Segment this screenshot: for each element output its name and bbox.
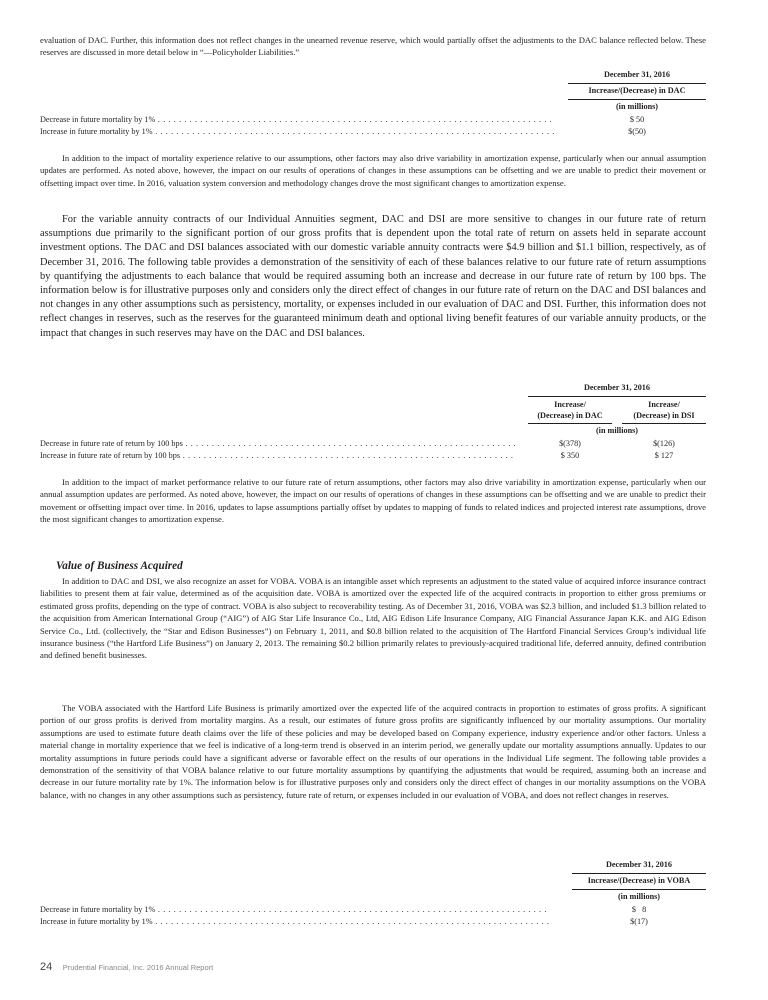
table-column-header-dsi — [622, 399, 706, 421]
table-period-header: December 31, 2016 — [583, 383, 650, 392]
row-value-dac: $ 350 — [560, 451, 580, 460]
table-rule — [572, 889, 706, 890]
row-value: $ 50 — [629, 115, 645, 124]
table-rule — [572, 873, 706, 874]
row-value-dsi: $(126) — [653, 439, 675, 448]
page-footer — [40, 957, 213, 975]
paragraph-voba-intro: In addition to DAC and DSI, we also recognize an asset for VOBA. VOBA is an intangible asset which represents an adjustment to the stated value of acquired inforce insurance contract liabilities to present them at fair value, determined as of the acquisition date. VOBA is amortized over the expected life of the acquired contracts in proportion to either gross premiums or estimated gross profits, depending on the type of contract. VOBA is also subject to recoverability testing. As of December 31, 2016, VOBA was $2.3 billion, and included $1.3 billion related to the acquisition from American International Group (“AIG”) of AIG Star Life Insurance Co., Ltd, AIG Edison Life Insurance Company, AIG Financial Assurance Japan K.K. and AIG Edison Service Co., Ltd. (collectively, the “Star and Edison Businesses”) on February 1, 2011, and $0.8 billion related to the acquisition of The Hartford Financial Services Group’s individual life insurance business (“the Hartford Life Business”) on January 2, 2013. The remaining $0.2 billion primarily relates to previously-acquired traditional life, deferred annuity, defined contribution and defined benefit businesses. — [40, 576, 706, 661]
table-period-header: December 31, 2016 — [605, 860, 672, 869]
table-row — [40, 450, 706, 462]
row-value-dsi: $ 127 — [654, 451, 674, 460]
table-row — [40, 126, 706, 138]
report-title: Prudential Financial, Inc. 2016 Annual Report — [62, 963, 214, 972]
table-rule — [568, 83, 706, 84]
paragraph-mortality-variability: In addition to the impact of mortality experience relative to our assumptions, other factors may also drive variability in amortization expense, particularly when our annual assumption updates are performed. As noted above, however, the impact on our results of operations of changes in these assumptions can be offsetting and we are unable to predict their movement or offsetting impact over time. In 2016, valuation system conversion and methodology changes drove the most significant changes to amortization expense. — [40, 153, 706, 188]
table-row — [40, 916, 706, 928]
table-units-label: (in millions) — [615, 102, 659, 111]
row-label: Increase in future mortality by 1% . . . — [40, 916, 550, 928]
table-row — [40, 904, 706, 916]
paragraph-dac-intro: evaluation of DAC. Further, this information does not reflect changes in the unearned revenue reserve, which would partially offset the adjustments to the DAC balance reflected below. These reserves are discussed in more detail below in “—Policyholder Liabilities.” — [40, 35, 706, 58]
table-voba-mortality-sensitivity — [40, 860, 706, 930]
row-value-dac: $(378) — [559, 439, 581, 448]
table-column-header-dac — [528, 399, 612, 421]
table-units-label: (in millions) — [617, 892, 661, 901]
row-value: $(50) — [628, 127, 646, 136]
table-rule — [568, 99, 706, 100]
row-value: $(17) — [630, 917, 648, 926]
paragraph-voba-hartford: The VOBA associated with the Hartford Life Business is primarily amortized over the expected life of the acquired contracts in proportion to estimates of gross profits. A significant portion of our gross profits is derived from mortality margins. As a result, our estimates of future gross profits are significantly influenced by our mortality assumptions. Our mortality assumptions are used to estimate future death claims over the life of these policies and may be developed based on Company experience, industry experience and/or other factors. Unless a material change in mortality experience that we feel is indicative of a long-term trend is observed in an interim period, we generally update our mortality assumptions annually. Updates to our mortality assumptions in future periods could have a significant adverse or favorable effect on the results of our operations in the Individual Life segment. The following table provides a demonstration of the sensitivity of that VOBA balance relative to our future mortality assumptions by quantifying the adjustments that would be required, assuming both an increase and decrease in our future mortality rate by 1%. The information below is for illustrative purposes only and considers only the direct effect of changes in our mortality assumptions on the VOBA balance, with no changes in any other assumptions such as persistency, future rate of return, or expenses included in our evaluation of VOBA, and does not reflect changes in reserves. — [40, 703, 706, 800]
table-units-label: (in millions) — [595, 426, 639, 435]
table-rule — [528, 423, 612, 424]
paragraph-variable-annuity: For the variable annuity contracts of our Individual Annuities segment, DAC and DSI are more sensitive to changes in our future rate of return assumptions due primarily to the significant portion of our gross profits that is dependent upon the total rate of return on assets held in separate account investment options. The DAC and DSI balances associated with our domestic variable annuity contracts were $4.9 billion and $1.1 billion, respectively, as of December 31, 2016. The following table provides a demonstration of the sensitivity of each of these balances relative to our future rate of return assumptions by quantifying the adjustments to each balance that would be required assuming both an increase and decrease in our future rate of return by 100 bps. The information below is for illustrative purposes only and considers only the direct effect of changes in our future rate of return on the DAC and DSI balances and not changes in any other assumptions such as persistency, mortality, or expenses included in our evaluation of DAC and DSI. Further, this information does not reflect changes in reserves, such as the reserves for the guaranteed minimum death and optional living benefit features of our variable annuity products, or the impact that changes in such reserves may have on the DAC and DSI balances. — [40, 214, 706, 339]
table-dac-mortality-sensitivity — [40, 70, 706, 140]
column-header-line: (Decrease) in DAC — [537, 411, 603, 420]
page-number: 24 — [40, 961, 53, 973]
table-row — [40, 438, 706, 450]
table-rule — [622, 423, 706, 424]
row-label: Increase in future rate of return by 100 bps . . . — [40, 450, 516, 462]
column-header-line: Increase/ — [648, 400, 680, 409]
row-label: Decrease in future mortality by 1% . . . — [40, 904, 550, 916]
row-label: Increase in future mortality by 1% . . . — [40, 126, 555, 138]
section-title-voba: Value of Business Acquired — [56, 560, 183, 572]
table-column-header: Increase/(Decrease) in DAC — [588, 86, 686, 95]
table-column-header: Increase/(Decrease) in VOBA — [587, 876, 691, 885]
table-dac-dsi-return-sensitivity — [40, 383, 706, 463]
row-value: $ 8 — [631, 905, 647, 914]
row-label: Decrease in future rate of return by 100 bps . . . — [40, 438, 516, 450]
table-rule — [528, 396, 706, 397]
row-label: Decrease in future mortality by 1% . . . — [40, 114, 555, 126]
column-header-line: (Decrease) in DSI — [633, 411, 695, 420]
column-header-line: Increase/ — [554, 400, 586, 409]
table-period-header: December 31, 2016 — [603, 70, 670, 79]
paragraph-market-performance: In addition to the impact of market performance relative to our future rate of return assumptions, other factors may also drive variability in amortization expense, particularly when our annual assumption updates are performed. As noted above, however, the impact on our results of operations of changes in these assumptions can be offsetting and we are unable to predict their movement or offsetting impact over time. In 2016, updates to lapse assumptions partially offset by updates to mapping of funds to related indices and projected interest rate assumptions, drove the most significant changes to amortization expense. — [40, 477, 706, 525]
table-row — [40, 114, 706, 126]
